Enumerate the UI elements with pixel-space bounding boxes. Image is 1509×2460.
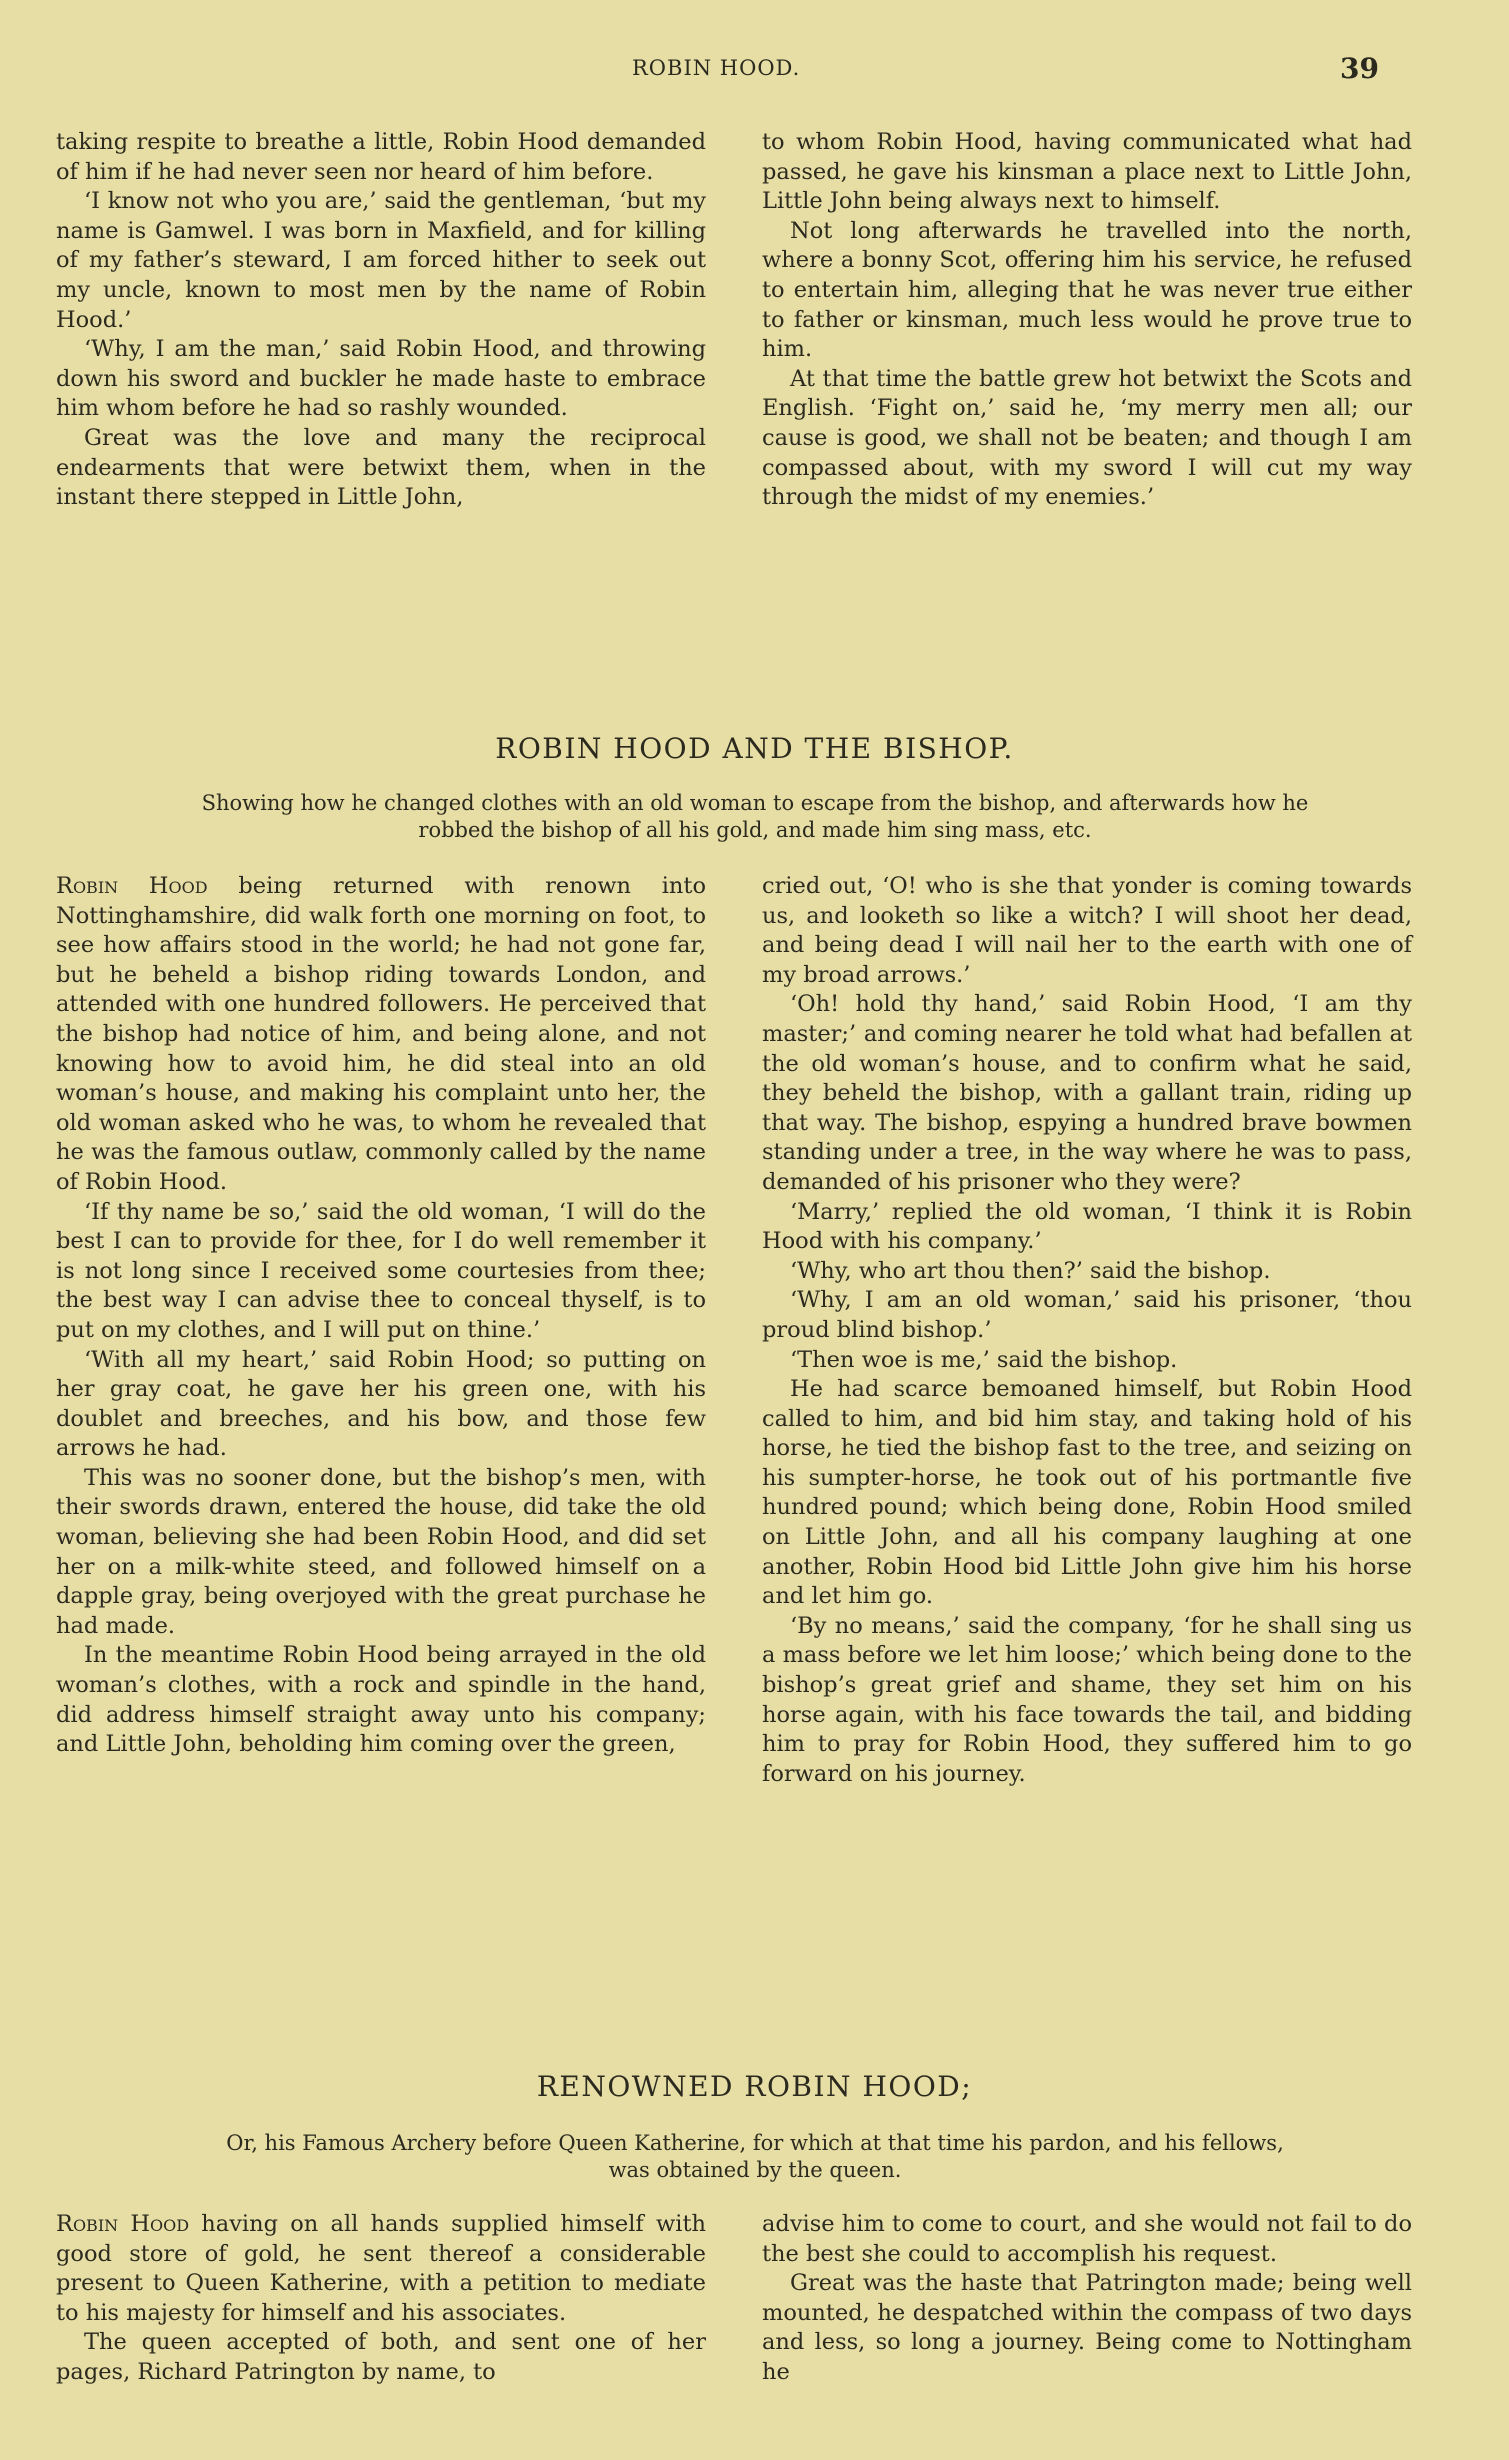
paragraph [56, 2210, 706, 2328]
paragraph: Great was the haste that Patrington made; being well mounted, he despatched within the compass of two days and less, so long a journey. Being come to Nottingham he [762, 2270, 1412, 2385]
paragraph: At that time the battle grew hot betwixt the Scots and English. ‘Fight on,’ said he, ‘my merry men all; our cause is good, we shall not be beaten; and though I am compassed about, with my sword I will cut my way through the midst of my enemies.’ [762, 365, 1412, 511]
paragraph: to whom Robin Hood, having communicated what had passed, he gave his kinsman a place next to Little John, Little John being always next to himself. [762, 129, 1412, 215]
subtitle-line: Showing how he changed clothes with an old woman to escape from the bishop, and afterwards how he [201, 791, 1309, 815]
paragraph: The queen accepted of both, and sent one of her pages, Richard Patrington by name, to [56, 2329, 706, 2385]
section-title-renowned: RENOWNED ROBIN HOOD; [536, 2070, 973, 2103]
paragraph: ‘Marry,’ replied the old woman, ‘I think it is Robin Hood with his company.’ [762, 1198, 1412, 1255]
paragraph: cried out, ‘O! who is she that yonder is coming towards us, and looketh so like a witch? I will shoot her dead, and being dead I will nail her to the earth with one of my broad arrows.’ [762, 873, 1412, 988]
section-subtitle-renowned [80, 2130, 1430, 2184]
section2-left-column [56, 872, 706, 1760]
paragraph: advise him to come to court, and she would not fail to do the best she could to accomplish his request. [762, 2211, 1412, 2267]
running-title: ROBIN HOOD. [632, 56, 801, 80]
paragraph: ‘If thy name be so,’ said the old woman, ‘I will do the best I can to provide for thee, for I do well remember it is not long since I received some courtesies from thee; the best way I can advise thee to conceal thyself, is to put on my clothes, and I will put on thine.’ [56, 1198, 706, 1343]
section1-right-column [762, 128, 1412, 513]
paragraph-text: being returned with renown into Nottinghamshire, did walk forth one morning on foot, to see how affairs stood in the world; he had not gone far, but he beheld a bishop riding towards London, and attended with one hundred followers. He perceived that the bishop had notice of him, and being alone, and not knowing how to avoid him, he did steal into an old woman’s house, and making his complaint unto her, the old woman asked who he was, to whom he revealed that he was the famous outlaw, commonly called by the name of Robin Hood. [56, 873, 706, 1195]
paragraph [56, 872, 706, 1198]
paragraph: ‘Why, who art thou then?’ said the bishop. [790, 1257, 1271, 1284]
section-subtitle-bishop [80, 790, 1430, 844]
paragraph: ‘Oh! hold thy hand,’ said Robin Hood, ‘I am thy master;’ and coming nearer he told what had befallen at the old woman’s house, and to confirm what he said, they beheld the bishop, with a gallant train, riding up that way. The bishop, espying a hundred brave bowmen standing under a tree, in the way where he was to pass, demanded of his prisoner who they were? [762, 991, 1412, 1195]
page-number: 39 [1340, 52, 1379, 85]
paragraph: ‘Then woe is me,’ said the bishop. [790, 1346, 1178, 1373]
section-title-bishop: ROBIN HOOD AND THE BISHOP. [495, 732, 1014, 765]
paragraph: Not long afterwards he travelled into the north, where a bonny Scot, offering him his service, he refused to entertain him, alleging that he was never true either to father or kinsman, much less would he prove true to him. [762, 217, 1412, 363]
section2-right-column [762, 872, 1412, 1789]
paragraph: ‘Why, I am an old woman,’ said his prisoner, ‘thou proud blind bishop.’ [762, 1287, 1412, 1343]
subtitle-line: Or, his Famous Archery before Queen Katherine, for which at that time his pardon, and his fellows, [226, 2131, 1284, 2155]
paragraph: He had scarce bemoaned himself, but Robin Hood called to him, and bid him stay, and taking hold of his horse, he tied the bishop fast to the tree, and seizing on his sumpter-horse, he took out of his portmantle five hundred pound; which being done, Robin Hood smiled on Little John, and all his company laughing at one another, Robin Hood bid Little John give him his horse and let him go. [762, 1376, 1412, 1610]
paragraph-text: having on all hands supplied himself with good store of gold, he sent thereof a considerable present to Queen Katherine, with a petition to mediate to his majesty for himself and his associates. [56, 2211, 706, 2326]
drop-cap-words: Robin Hood [56, 2211, 190, 2237]
paragraph: ‘By no means,’ said the company, ‘for he shall sing us a mass before we let him loose;’ which being done to the bishop’s great grief and shame, they set him on his horse again, with his face towards the tail, and bidding him to pray for Robin Hood, they suffered him to go forward on his journey. [762, 1612, 1412, 1787]
section3-right-column [762, 2210, 1412, 2388]
section3-left-column [56, 2210, 706, 2388]
subtitle-line: robbed the bishop of all his gold, and made him sing mass, etc. [418, 818, 1092, 842]
section1-left-column [56, 128, 706, 513]
paragraph: ‘I know not who you are,’ said the gentleman, ‘but my name is Gamwel. I was born in Maxfield, and for killing of my father’s steward, I am forced hither to seek out my uncle, known to most men by the name of Robin Hood.’ [56, 188, 706, 333]
paragraph: In the meantime Robin Hood being arrayed in the old woman’s clothes, with a rock and spindle in the hand, did address himself straight away unto his company; and Little John, beholding him coming over the green, [56, 1642, 706, 1758]
paragraph: Great was the love and many the reciprocal endearments that were betwixt them, when in the instant there stepped in Little John, [56, 424, 706, 511]
paragraph: This was no sooner done, but the bishop’s men, with their swords drawn, entered the house, did take the old woman, believing she had been Robin Hood, and did set her on a milk-white steed, and followed himself on a dapple gray, being overjoyed with the great purchase he had made. [56, 1464, 706, 1639]
subtitle-line: was obtained by the queen. [608, 2158, 902, 2182]
drop-cap-words: Robin Hood [56, 873, 208, 899]
paragraph: ‘Why, I am the man,’ said Robin Hood, and throwing down his sword and buckler he made haste to embrace him whom before he had so rashly wounded. [56, 336, 706, 422]
running-head [0, 52, 1509, 92]
paragraph: ‘With all my heart,’ said Robin Hood; so putting on her gray coat, he gave her his green one, with his doublet and breeches, and his bow, and those few arrows he had. [56, 1346, 706, 1462]
paragraph: taking respite to breathe a little, Robin Hood demanded of him if he had never seen nor heard of him before. [56, 129, 706, 185]
